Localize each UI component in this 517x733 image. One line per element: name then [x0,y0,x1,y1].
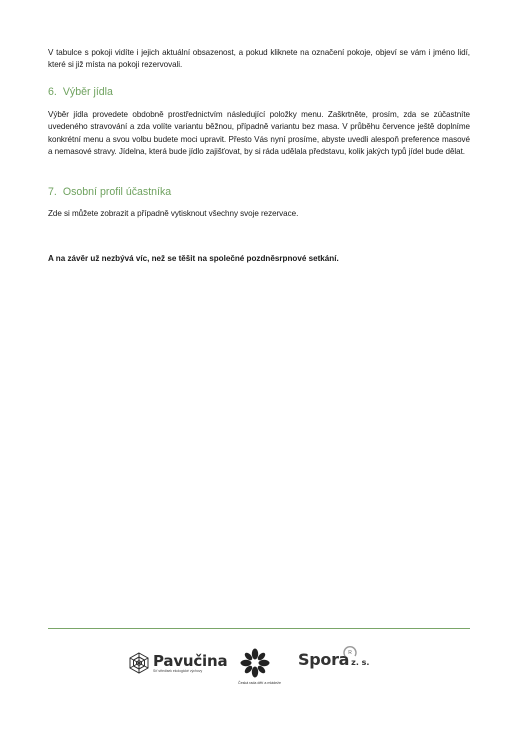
footer-divider [48,628,470,629]
section-number: 7. [48,186,57,198]
section-number: 6. [48,86,57,98]
section-title: Výběr jídla [62,86,113,98]
spora-name: Spora [298,650,350,669]
spora-mark-letter: R [348,650,352,656]
pavucina-name: Pavučina [153,651,228,670]
flower-icon [240,648,270,682]
pavucina-subtitle: Síť středisek ekologické výchovy [153,668,203,673]
section-title: Osobní profil účastníka [62,186,172,198]
pavucina-logo [128,652,227,674]
section-body-food: Výběr jídla provedete obdobně prostřednictvím následující položky menu. Zaškrtněte, prosím, zda se zúčastníte uvedeného stravování a zda volíte variantu běžnou, případně variantu bez masa. V průběhu července ještě doplníme konkrétní menu a svou volbu budete moci upravit. Přesto Vás nyní prosíme, abyste uvedli alespoň preference masové a nemasové stravy. Jídelna, která bude jídlo zajišťovat, by si ráda udělala představu, kolik jakých typů jídel bude dělat. [48,110,470,156]
spora-suffix: z. s. [351,658,370,667]
footer-logos [0,642,517,692]
spora-logo [298,650,369,669]
section-heading-profile [48,186,171,199]
section-heading-food [48,86,113,99]
closing-statement: A na závěr už nezbývá víc, než se těšit na společné pozdněsrpnové setkání. [48,254,339,263]
intro-paragraph: V tabulce s pokoji vidíte i jejich aktuální obsazenost, a pokud kliknete na označení pokoje, objeví se vám i jméno lidí, které si již místa na pokoji rezervovali. [48,48,470,70]
crdm-logo [238,648,281,685]
spora-mark-icon [342,644,358,660]
crdm-name: Česká rada dětí a mládeže [238,681,281,685]
spiderweb-icon [128,652,150,674]
section-body-profile: Zde si můžete zobrazit a případně vytisknout všechny svoje rezervace. [48,209,299,218]
